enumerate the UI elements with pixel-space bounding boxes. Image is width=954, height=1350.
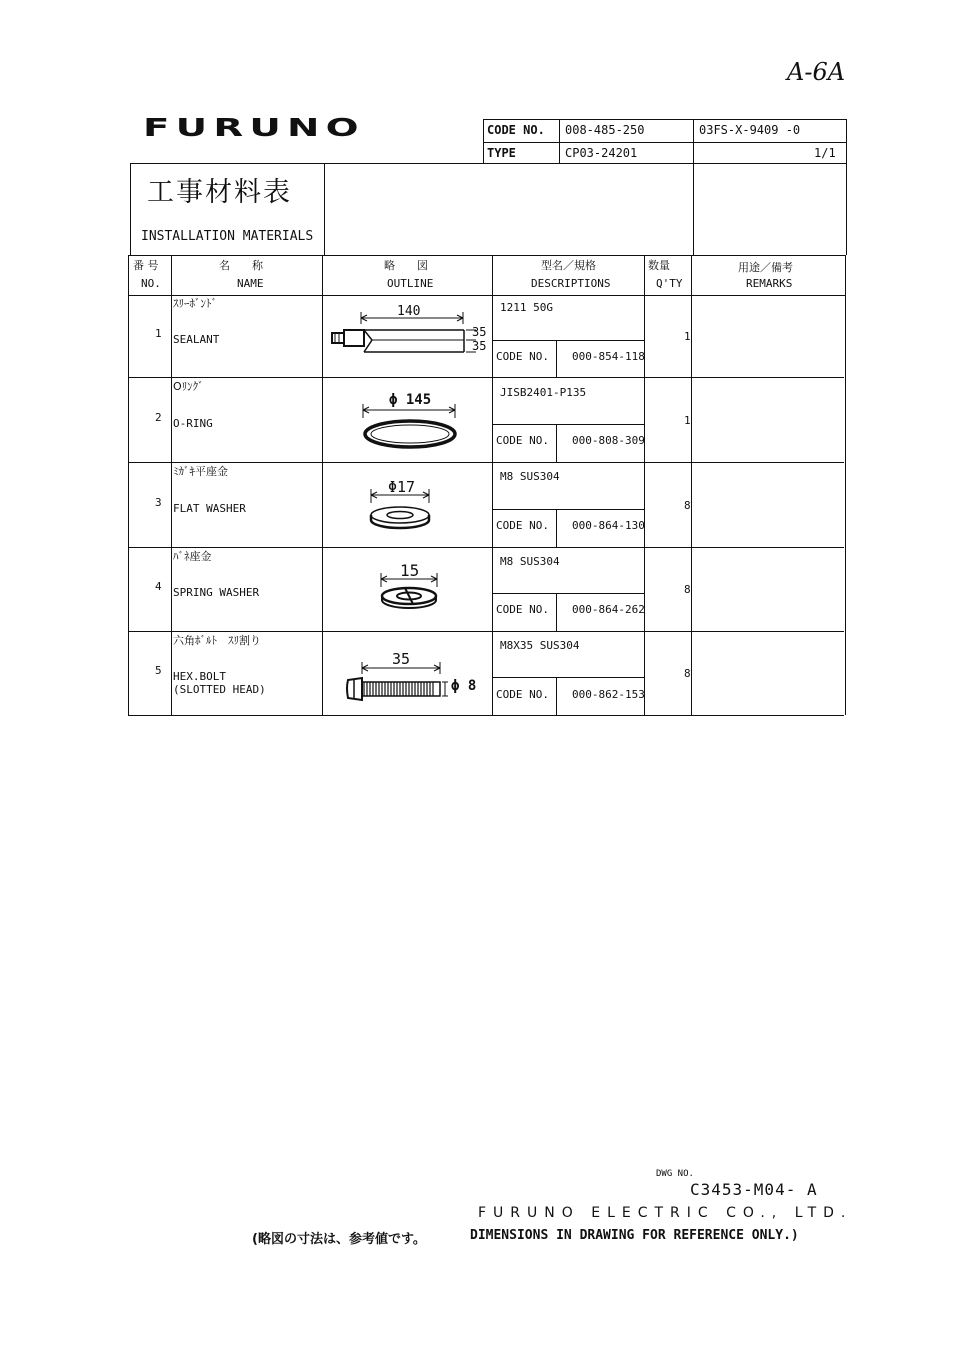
col-qty-jp: 数量 xyxy=(648,259,670,272)
row-code-value: 000-808-309 xyxy=(572,434,645,447)
col-no-jp: 番 号 xyxy=(133,259,159,272)
col-outline-en: OUTLINE xyxy=(387,277,434,290)
row-description: M8 SUS304 xyxy=(500,470,560,483)
row-name-en: SEALANT xyxy=(173,333,220,346)
col-name-en: NAME xyxy=(237,277,264,290)
reference-note-jp: (略図の寸法は、参考値です。 xyxy=(252,1232,426,1247)
col-desc-jp: 型名／規格 xyxy=(541,259,596,272)
handwritten-revision-mark: A-6A xyxy=(787,58,846,86)
page-number: 1/1 xyxy=(814,146,836,160)
row-name-en: O-RING xyxy=(173,417,213,430)
row-name-jp: Oﾘﾝｸﾞ xyxy=(173,380,204,393)
row-quantity: 1 xyxy=(684,414,691,427)
row-number: 2 xyxy=(155,411,162,424)
row-description: JISB2401-P135 xyxy=(500,386,587,399)
row-name-en: SPRING WASHER xyxy=(173,586,260,599)
row-code-label: CODE NO. xyxy=(496,434,549,447)
row-code-label: CODE NO. xyxy=(496,688,549,701)
row-description: 1211 50G xyxy=(500,301,553,314)
dimension-height: 35 xyxy=(472,339,487,353)
row-number: 5 xyxy=(155,664,162,677)
title-english: INSTALLATION MATERIALS xyxy=(141,229,314,244)
row-name-jp: 六角ﾎﾞﾙﾄ ｽﾘ割り xyxy=(173,634,261,647)
col-remarks-jp: 用途／備考 xyxy=(738,261,793,274)
row-name-en: FLAT WASHER xyxy=(173,502,246,515)
row-number: 4 xyxy=(155,580,162,593)
furuno-logo: FURUNO xyxy=(143,113,365,142)
col-desc-en: DESCRIPTIONS xyxy=(531,277,611,290)
dimension-diameter: ϕ 145 xyxy=(389,392,432,408)
row-quantity: 8 xyxy=(684,583,691,596)
row-code-value: 000-864-130 xyxy=(572,519,645,532)
dimension-length: 140 xyxy=(397,304,421,319)
company-name: FURUNO ELECTRIC CO., LTD. xyxy=(478,1205,853,1221)
dimension-diameter: ϕ 8 xyxy=(451,678,477,694)
col-no-en: NO. xyxy=(141,277,161,290)
drawing-number-label: DWG NO. xyxy=(656,1169,694,1179)
reference-note-en: DIMENSIONS IN DRAWING FOR REFERENCE ONLY.) xyxy=(470,1228,799,1243)
row-code-value: 000-862-153 xyxy=(572,688,645,701)
row-number: 3 xyxy=(155,496,162,509)
col-name-jp: 名 称 xyxy=(219,259,263,272)
dimension-diameter: Φ17 xyxy=(388,478,416,496)
row-quantity: 8 xyxy=(684,499,691,512)
drawing-number: C3453-M04- A xyxy=(690,1180,818,1199)
row-name-en: HEX.BOLT xyxy=(173,670,226,683)
dimension-length: 35 xyxy=(392,650,411,668)
row-name-jp: ﾐｶﾞｷ平座金 xyxy=(173,465,228,478)
row-code-value: 000-864-262 xyxy=(572,603,645,616)
code-no-label: CODE NO. xyxy=(487,123,545,137)
dimension-width: 15 xyxy=(400,561,420,580)
row-code-label: CODE NO. xyxy=(496,603,549,616)
row-quantity: 1 xyxy=(684,330,691,343)
col-outline-jp: 略 図 xyxy=(384,259,428,272)
dimension-width: 35 xyxy=(472,325,487,339)
row-name-jp: ﾊﾞﾈ座金 xyxy=(173,550,212,563)
col-remarks-en: REMARKS xyxy=(746,277,793,290)
col-qty-en: Q'TY xyxy=(656,277,683,290)
type-label: TYPE xyxy=(487,146,516,160)
row-description: M8 SUS304 xyxy=(500,555,560,568)
type-value: CP03-24201 xyxy=(565,146,638,160)
code-no-value: 008-485-250 xyxy=(565,123,645,137)
row-code-value: 000-854-118 xyxy=(572,350,645,363)
row-code-label: CODE NO. xyxy=(496,350,549,363)
row-quantity: 8 xyxy=(684,667,691,680)
row-description: M8X35 SUS304 xyxy=(500,639,580,652)
row-number: 1 xyxy=(155,327,162,340)
title-japanese: 工事材料表 xyxy=(147,177,292,208)
document-number: 03FS-X-9409 -0 xyxy=(699,123,801,137)
row-name-en-2: (SLOTTED HEAD) xyxy=(173,683,266,696)
row-name-jp: ｽﾘｰﾎﾞﾝﾄﾞ xyxy=(173,297,217,310)
row-code-label: CODE NO. xyxy=(496,519,549,532)
